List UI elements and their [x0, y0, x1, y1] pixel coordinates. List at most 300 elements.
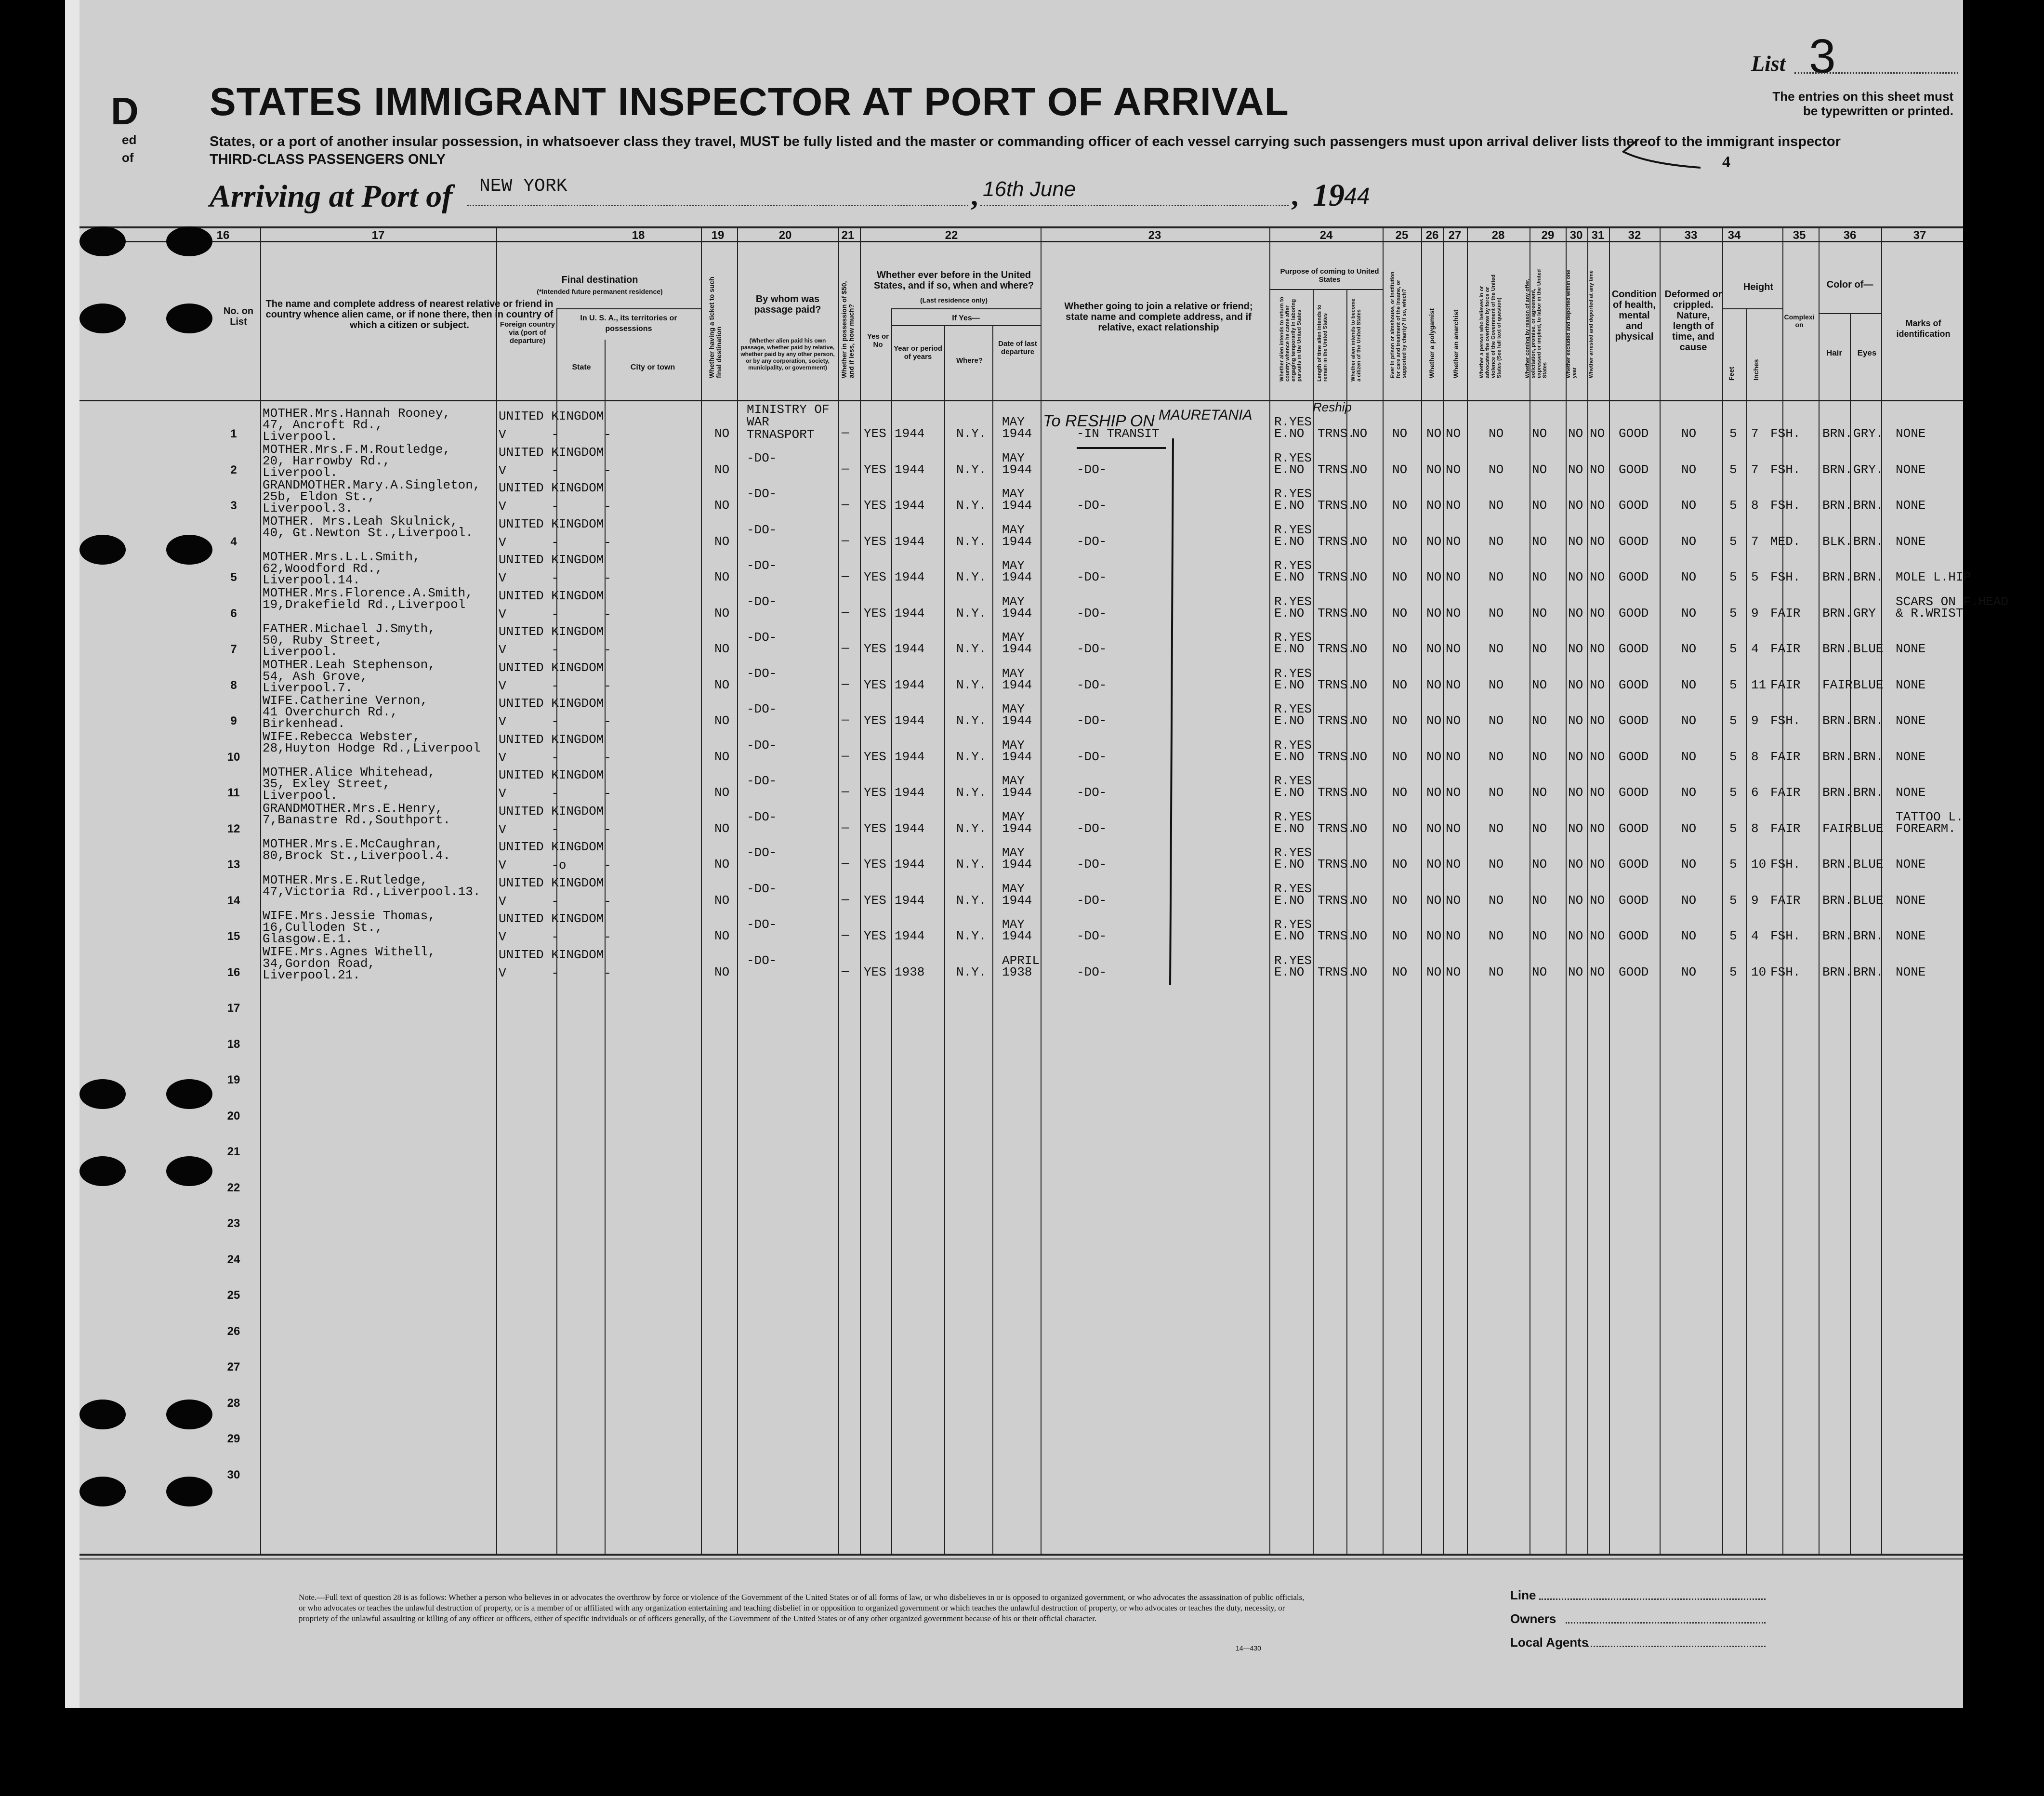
final-destination: UNITED KINGDOM: [499, 553, 604, 567]
intends-citizen: NO: [1352, 534, 1368, 549]
passage-paid-by: -DO-: [747, 450, 777, 465]
question-28: NO: [1489, 606, 1504, 621]
polygamist: NO: [1426, 713, 1442, 728]
row-number: 7: [230, 643, 237, 656]
header-bottom-rule: [79, 400, 1963, 401]
sheet-edge: [65, 0, 79, 1708]
height-inches: 7: [1751, 462, 1759, 477]
money-value: —: [842, 497, 849, 512]
final-destination: UNITED KINGDOM: [499, 588, 604, 603]
height-inches: 9: [1751, 606, 1759, 621]
length-of-stay: TRNS.: [1318, 642, 1356, 656]
hair-color: BRN.: [1822, 785, 1853, 800]
eye-color: BLUE: [1853, 857, 1884, 872]
labor-offer: NO: [1532, 713, 1547, 728]
visit-where: N.Y.: [956, 642, 987, 656]
money-value: —: [842, 928, 849, 942]
prison-almshouse: NO: [1392, 785, 1408, 800]
height-feet: 5: [1729, 821, 1737, 836]
header-col22-ifyes: If Yes—: [952, 314, 980, 322]
eye-color: BLUE: [1853, 893, 1884, 908]
destination-state-city: V - -: [499, 607, 612, 621]
relative-address: 80,Brock St.,Liverpool.4.: [263, 848, 451, 863]
arrested-deported: NO: [1590, 713, 1605, 728]
height-inches: 6: [1751, 785, 1759, 800]
anarchist: NO: [1446, 534, 1461, 549]
handwritten-ship-name: MAURETANIA: [1159, 407, 1253, 423]
arrested-deported: NO: [1590, 570, 1605, 584]
list-number: 3: [1809, 29, 1836, 83]
page-title: STATES IMMIGRANT INSPECTOR AT PORT OF ARRIVAL: [210, 80, 1289, 124]
final-destination: UNITED KINGDOM: [499, 840, 604, 854]
header-col27: Whether an anarchist: [1452, 309, 1460, 378]
complexion: FSH.: [1770, 929, 1801, 943]
relative-city: Liverpool.: [263, 645, 338, 659]
length-of-stay: TRNS.: [1318, 426, 1356, 441]
destination-state-city: V - -: [499, 894, 612, 909]
height-feet: 5: [1729, 606, 1737, 621]
excluded-deported: NO: [1568, 606, 1583, 621]
passage-paid-by: -DO-: [747, 917, 777, 932]
visit-year: 1944: [895, 677, 925, 692]
relative-city: Birkenhead.: [263, 716, 345, 731]
visit-where: N.Y.: [956, 570, 987, 584]
labor-offer: NO: [1532, 642, 1547, 656]
passage-paid-by: -DO-: [747, 522, 777, 537]
table-top-rule: [79, 226, 1963, 228]
ticket-value: NO: [714, 570, 730, 584]
labor-offer: NO: [1532, 821, 1547, 836]
money-value: —: [842, 784, 849, 799]
row-number: 20: [227, 1109, 240, 1122]
departure-year: 1944: [1002, 893, 1032, 908]
column-rule: [1346, 289, 1347, 1554]
header-col21: Whether in possession of $50, and if less, how much?: [840, 281, 855, 378]
complexion: FSH.: [1770, 713, 1801, 728]
previous-visit: YES: [864, 749, 886, 764]
table-bottom-rule: [79, 1554, 1963, 1556]
row-number: 25: [227, 1289, 240, 1302]
prison-almshouse: NO: [1392, 606, 1408, 621]
purpose-return: R.YES: [1274, 809, 1312, 824]
height-inches: 10: [1751, 857, 1767, 872]
header-col18-foreign: Foreign country via (port of departure): [500, 320, 555, 345]
header-col18-usa: In U. S. A., its territories or possessions: [580, 314, 677, 333]
purpose-citizen: E.NO: [1274, 642, 1305, 656]
length-of-stay: TRNS.: [1318, 462, 1356, 477]
header-col24-title: Purpose of coming to United States: [1280, 267, 1379, 284]
header-col22-yesno: Yes or No: [867, 332, 889, 349]
row-number: 11: [227, 786, 240, 799]
final-destination: UNITED KINGDOM: [499, 481, 604, 495]
arrested-deported: NO: [1590, 534, 1605, 549]
height-inches: 7: [1751, 534, 1759, 549]
relative-address: 35, Exley Street,: [263, 777, 391, 791]
deformed: NO: [1681, 893, 1697, 908]
deformed: NO: [1681, 821, 1697, 836]
visit-where: N.Y.: [956, 677, 987, 692]
health-condition: GOOD: [1619, 534, 1649, 549]
relative-city: Liverpool.7.: [263, 680, 353, 695]
join-relative: -DO-: [1077, 570, 1107, 584]
row-number: 5: [230, 571, 237, 584]
anarchist: NO: [1446, 749, 1461, 764]
ticket-value: NO: [714, 606, 730, 621]
complexion: FSH.: [1770, 857, 1801, 872]
destination-state-city: V -o -: [499, 858, 612, 872]
column-rule: [944, 325, 945, 1554]
complexion: FAIR: [1770, 642, 1801, 656]
identification-marks: NONE: [1896, 462, 1926, 477]
column-rule: [860, 226, 861, 1554]
departure-year: 1944: [1002, 534, 1032, 549]
complexion: FSH.: [1770, 570, 1801, 584]
money-value: —: [842, 713, 849, 727]
visit-year: 1944: [895, 929, 925, 943]
column-rule: [260, 226, 261, 1554]
purpose-citizen: E.NO: [1274, 785, 1305, 800]
date-underline: [980, 205, 1289, 206]
column-rule: [496, 226, 497, 1554]
hair-color: BRN.: [1822, 929, 1853, 943]
departure-year: 1944: [1002, 785, 1032, 800]
deformed: NO: [1681, 606, 1697, 621]
arrested-deported: NO: [1590, 426, 1605, 441]
relative-address: 25b, Eldon St.,: [263, 489, 376, 504]
deformed: NO: [1681, 534, 1697, 549]
header-col22-sub: (Last residence only): [920, 296, 988, 304]
arrested-deported: NO: [1590, 749, 1605, 764]
identification-marks: NONE: [1896, 498, 1926, 513]
excluded-deported: NO: [1568, 713, 1583, 728]
final-destination: UNITED KINGDOM: [499, 732, 604, 747]
hair-color: BRN.: [1822, 642, 1853, 656]
purpose-return: R.YES: [1274, 845, 1312, 860]
list-label: List: [1751, 51, 1786, 76]
length-of-stay: TRNS.: [1318, 749, 1356, 764]
height-inches: 9: [1751, 893, 1759, 908]
sub-rule: [891, 325, 1041, 326]
prison-almshouse: NO: [1392, 462, 1408, 477]
ticket-value: NO: [714, 749, 730, 764]
ticket-value: NO: [714, 785, 730, 800]
health-condition: GOOD: [1619, 964, 1649, 979]
passage-paid-by: -DO-: [747, 953, 777, 968]
complexion: FAIR: [1770, 785, 1801, 800]
previous-visit: YES: [864, 677, 886, 692]
destination-state-city: V - -: [499, 678, 612, 693]
height-feet: 5: [1729, 642, 1737, 656]
polygamist: NO: [1426, 426, 1442, 441]
row-number: 12: [227, 822, 240, 835]
header-col18-sub: (*Intended future permanent residence): [537, 288, 663, 295]
join-relative: -DO-: [1077, 821, 1107, 836]
table-bottom-rule-2: [79, 1558, 1963, 1559]
prison-almshouse: NO: [1392, 821, 1408, 836]
punch-hole: [79, 1079, 126, 1109]
height-feet: 5: [1729, 534, 1737, 549]
header-col35: Complexion: [1784, 313, 1815, 329]
relative-address: 50, Ruby Street,: [263, 633, 383, 647]
height-inches: 4: [1751, 929, 1759, 943]
visit-where: N.Y.: [956, 498, 987, 513]
height-feet: 5: [1729, 570, 1737, 584]
final-destination: UNITED KINGDOM: [499, 696, 604, 711]
entries-note-line1: The entries on this sheet must: [1772, 89, 1953, 104]
prison-almshouse: NO: [1392, 534, 1408, 549]
join-relative: -DO-: [1077, 498, 1107, 513]
passage-paid-by: TRNASPORT: [747, 427, 815, 442]
row-number: 8: [230, 678, 237, 692]
previous-visit: YES: [864, 606, 886, 621]
identification-marks: NONE: [1896, 749, 1926, 764]
polygamist: NO: [1426, 570, 1442, 584]
purpose-return: R.YES: [1274, 953, 1312, 968]
departure-year: 1944: [1002, 606, 1032, 621]
length-of-stay: TRNS.: [1318, 785, 1356, 800]
departure-month: MAY: [1002, 738, 1025, 753]
row-number: 22: [227, 1181, 240, 1194]
health-condition: GOOD: [1619, 893, 1649, 908]
purpose-return: R.YES: [1274, 487, 1312, 501]
complexion: FAIR: [1770, 606, 1801, 621]
question-28: NO: [1489, 570, 1504, 584]
departure-year: 1944: [1002, 821, 1032, 836]
previous-visit: YES: [864, 713, 886, 728]
final-destination: UNITED KINGDOM: [499, 804, 604, 819]
hair-color: FAIR: [1822, 677, 1853, 692]
header-instructions: States, or a port of another insular possession, in whatsoever class they travel, MUST be fully listed and the master or commanding officer of each vessel carrying such passengers must upon arrival deliver lists thereof to the immigrant inspector: [210, 134, 1841, 149]
column-number: 35: [1793, 229, 1806, 242]
eye-color: BRN.: [1853, 785, 1884, 800]
polygamist: NO: [1426, 749, 1442, 764]
question-28: NO: [1489, 893, 1504, 908]
identification-marks: TATTOO L.: [1896, 809, 1964, 824]
relative-name: MOTHER.Mrs.Hannah Rooney,: [263, 406, 451, 421]
excluded-deported: NO: [1568, 964, 1583, 979]
intends-citizen: NO: [1352, 498, 1368, 513]
previous-visit: YES: [864, 426, 886, 441]
intends-citizen: NO: [1352, 426, 1368, 441]
intends-citizen: NO: [1352, 713, 1368, 728]
visit-year: 1944: [895, 570, 925, 584]
sub-rule: [1722, 308, 1782, 309]
anarchist: NO: [1446, 713, 1461, 728]
eye-color: BRN.: [1853, 929, 1884, 943]
hair-color: BRN.: [1822, 462, 1853, 477]
header-col30: Whether excluded and deported within one year: [1566, 270, 1577, 378]
visit-where: N.Y.: [956, 929, 987, 943]
height-inches: 5: [1751, 570, 1759, 584]
destination-state-city: V - -: [499, 714, 612, 729]
height-inches: 8: [1751, 498, 1759, 513]
excluded-deported: NO: [1568, 677, 1583, 692]
visit-year: 1944: [895, 821, 925, 836]
complexion: FAIR: [1770, 677, 1801, 692]
relative-address: 40, Gt.Newton St.,Liverpool.: [263, 525, 473, 540]
punch-hole: [79, 304, 126, 333]
column-rule: [1819, 226, 1820, 1554]
prison-almshouse: NO: [1392, 749, 1408, 764]
relative-city: Liverpool.: [263, 429, 338, 444]
departure-year: 1944: [1002, 677, 1032, 692]
departure-year: 1944: [1002, 642, 1032, 656]
header-col17: The name and complete address of nearest relative or friend in country whence alien came, or if none there, then in country of which a citizen or subject.: [265, 299, 554, 330]
row-number: 23: [227, 1217, 240, 1230]
left-fragment-3: of: [122, 150, 134, 165]
date-value: 16th June: [983, 177, 1076, 201]
header-col29: Whether coming by reason of any offer, solicitation, promise, or agreement, expressed or implied, to labor in the United States: [1525, 269, 1548, 378]
destination-state-city: V - -: [499, 463, 612, 478]
purpose-citizen: E.NO: [1274, 570, 1305, 584]
height-feet: 5: [1729, 426, 1737, 441]
question-28: NO: [1489, 857, 1504, 872]
ticket-value: NO: [714, 929, 730, 943]
height-inches: 10: [1751, 964, 1767, 979]
prison-almshouse: NO: [1392, 426, 1408, 441]
visit-where: N.Y.: [956, 964, 987, 979]
excluded-deported: NO: [1568, 749, 1583, 764]
relative-address: 20, Harrowby Rd.,: [263, 453, 391, 468]
ticket-value: NO: [714, 534, 730, 549]
deformed: NO: [1681, 857, 1697, 872]
destination-state-city: V - -: [499, 822, 612, 837]
header-col23: Whether going to join a relative or friend; state name and complete address, and if relative, exact relationship: [1064, 301, 1253, 333]
passage-paid-by: -DO-: [747, 666, 777, 681]
identification-marks: NONE: [1896, 713, 1926, 728]
intends-citizen: NO: [1352, 929, 1368, 943]
identification-marks: NONE: [1896, 642, 1926, 656]
relative-name: WIFE.Mrs.Agnes Withell,: [263, 944, 435, 959]
height-feet: 5: [1729, 462, 1737, 477]
punch-hole: [79, 1400, 126, 1429]
complexion: FSH.: [1770, 498, 1801, 513]
visit-where: N.Y.: [956, 426, 987, 441]
money-value: —: [842, 569, 849, 583]
previous-visit: YES: [864, 964, 886, 979]
departure-year: 1944: [1002, 498, 1032, 513]
footnote-question-28: Note.—Full text of question 28 is as follows: Whether a person who believes in or advocates the overthrow by force or violence of the Government of the United States or of all forms of law, or who disbelieves in or is opposed to organized government, or who advocates the assassination of public officials, or who advocates or teaches the unlawful destruction of property, or is a member of or affiliated with any organization entertaining and teaching disbelief in or opposition to organized government or which teaches the unlawful destruction of property, or who advocates or teaches the duty, necessity, or propriety of the unlawful assaulting or killing of any officer or officers, either of specific individuals or of officers generally, of the Government of the United States or of any other organized government because of his or their official character.: [299, 1593, 1305, 1623]
hair-color: BRN.: [1822, 713, 1853, 728]
question-28: NO: [1489, 462, 1504, 477]
join-relative: -IN TRANSIT: [1077, 426, 1160, 441]
arrested-deported: NO: [1590, 677, 1605, 692]
departure-year: 1944: [1002, 749, 1032, 764]
eye-color: BRN.: [1853, 749, 1884, 764]
intends-citizen: NO: [1352, 964, 1368, 979]
question-28: NO: [1489, 964, 1504, 979]
intends-citizen: NO: [1352, 893, 1368, 908]
polygamist: NO: [1426, 534, 1442, 549]
intends-citizen: NO: [1352, 785, 1368, 800]
header-class: THIRD-CLASS PASSENGERS ONLY: [210, 152, 446, 167]
hair-color: BRN.: [1822, 570, 1853, 584]
identification-marks: NONE: [1896, 677, 1926, 692]
excluded-deported: NO: [1568, 929, 1583, 943]
height-feet: 5: [1729, 785, 1737, 800]
footer-agents-label: Local Agents: [1510, 1635, 1589, 1650]
visit-year: 1944: [895, 426, 925, 441]
header-col37: Marks of identification: [1896, 318, 1951, 339]
eye-color: GRY: [1853, 606, 1876, 621]
deformed: NO: [1681, 462, 1697, 477]
labor-offer: NO: [1532, 677, 1547, 692]
visit-where: N.Y.: [956, 821, 987, 836]
excluded-deported: NO: [1568, 893, 1583, 908]
relative-name: MOTHER.Mrs.Florence.A.Smith,: [263, 585, 473, 600]
manifest-sheet: [65, 0, 2009, 1708]
column-rule: [1313, 289, 1314, 1554]
money-value: —: [842, 676, 849, 691]
departure-year: 1944: [1002, 570, 1032, 584]
purpose-return: R.YES: [1274, 450, 1312, 465]
purpose-return: R.YES: [1274, 774, 1312, 788]
prison-almshouse: NO: [1392, 677, 1408, 692]
identification-marks: NONE: [1896, 857, 1926, 872]
deformed: NO: [1681, 713, 1697, 728]
health-condition: GOOD: [1619, 749, 1649, 764]
purpose-citizen: E.NO: [1274, 534, 1305, 549]
join-relative: -DO-: [1077, 857, 1107, 872]
port-underline: [467, 205, 968, 206]
hair-color: BRN.: [1822, 893, 1853, 908]
column-rule: [1609, 226, 1610, 1554]
column-number: 31: [1591, 229, 1605, 242]
handwritten-reship: To RESHIP ON: [1043, 412, 1155, 430]
column-rule: [1587, 226, 1588, 1554]
relative-address: 54, Ash Grove,: [263, 669, 368, 684]
excluded-deported: NO: [1568, 821, 1583, 836]
anarchist: NO: [1446, 677, 1461, 692]
ticket-value: NO: [714, 713, 730, 728]
column-number: 24: [1319, 229, 1333, 242]
length-of-stay: TRNS.: [1318, 857, 1356, 872]
arriving-label: Arriving at Port of: [210, 179, 453, 214]
height-feet: 5: [1729, 857, 1737, 872]
relative-city: Liverpool.: [263, 788, 338, 803]
previous-visit: YES: [864, 893, 886, 908]
column-rule: [1443, 226, 1444, 1554]
departure-month: MAY: [1002, 809, 1025, 824]
visit-where: N.Y.: [956, 893, 987, 908]
handwritten-reship-short: Reship: [1313, 400, 1352, 414]
anarchist: NO: [1446, 462, 1461, 477]
column-number: 20: [778, 229, 792, 242]
money-value: —: [842, 641, 849, 655]
length-of-stay: TRNS.: [1318, 677, 1356, 692]
labor-offer: NO: [1532, 785, 1547, 800]
labor-offer: NO: [1532, 534, 1547, 549]
row-number: 15: [227, 930, 240, 943]
visit-year: 1944: [895, 749, 925, 764]
header-col18-title: Final destination: [561, 275, 638, 285]
side-mark: 4: [1722, 153, 1730, 171]
relative-address: 16,Culloden St.,: [263, 920, 383, 935]
purpose-citizen: E.NO: [1274, 821, 1305, 836]
column-number: 26: [1425, 229, 1439, 242]
arrested-deported: NO: [1590, 642, 1605, 656]
identification-marks: MOLE L.HIP: [1896, 570, 1971, 584]
anarchist: NO: [1446, 498, 1461, 513]
arrested-deported: NO: [1590, 785, 1605, 800]
relative-name: WIFE.Catherine Vernon,: [263, 693, 428, 708]
relative-name: GRANDMOTHER.Mrs.E.Henry,: [263, 801, 443, 816]
header-col20-sub: (Whether alien paid his own passage, whether paid by relative, whether paid by any other person, or by any corporation, society, municipality, or government): [740, 337, 835, 371]
purpose-return: R.YES: [1274, 881, 1312, 896]
punch-hole: [79, 226, 126, 256]
departure-year: 1944: [1002, 462, 1032, 477]
previous-visit: YES: [864, 642, 886, 656]
